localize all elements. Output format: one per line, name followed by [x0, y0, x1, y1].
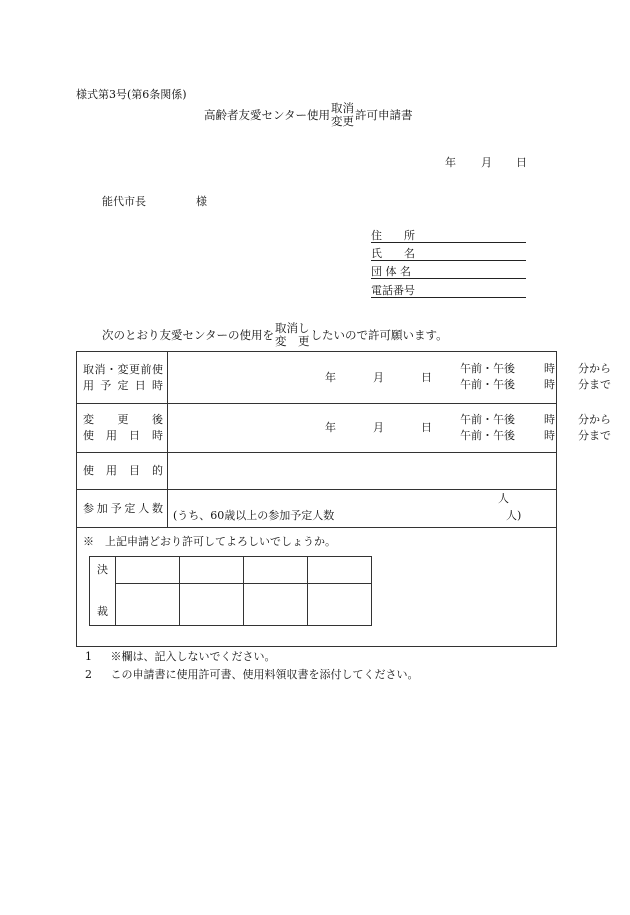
title-stack-top: 取消 — [331, 101, 355, 115]
row2-hour-start: 時 — [544, 413, 555, 426]
table-row — [77, 404, 557, 453]
row2-value-cell[interactable] — [168, 404, 611, 453]
attendees-sub-text: (うち、60歳以上の参加予定人数 — [173, 509, 335, 522]
note-item — [85, 666, 419, 682]
name-field[interactable] — [371, 245, 526, 261]
stamp-cell[interactable] — [180, 584, 244, 626]
row4-label-cell — [77, 490, 168, 528]
row1-year: 年 — [325, 371, 336, 384]
title-stack — [331, 102, 354, 128]
kessai-bottom: 裁 — [97, 605, 108, 618]
row2-ampm-start: 午前・午後 — [460, 413, 515, 426]
row1-ampm-start: 午前・午後 — [460, 362, 515, 375]
note-text: ※欄は、記入しないでください。 — [110, 650, 276, 663]
title-suffix: 許可申請書 — [355, 108, 413, 122]
stamp-cell[interactable] — [308, 584, 372, 626]
group-name-label: 団 体 名 — [371, 265, 411, 278]
date-day: 日 — [516, 156, 527, 169]
row1-hour-end: 時 — [544, 378, 555, 391]
note-item — [85, 648, 276, 664]
row2-label-line2: 使用日時 — [83, 429, 163, 442]
request-before: 次のとおり友愛センターの使用を — [102, 328, 275, 342]
row2-day: 日 — [421, 421, 432, 434]
row2-ampm-end: 午前・午後 — [460, 429, 515, 442]
stamp-cell[interactable] — [116, 584, 180, 626]
date-month: 月 — [481, 156, 492, 169]
row2-min-start: 分から — [578, 413, 611, 426]
addressee-mayor: 能代市長 — [102, 195, 146, 208]
form-number: 様式第3号(第6条関係) — [76, 88, 187, 101]
table-row — [77, 490, 557, 528]
attendees-value-cell[interactable] — [168, 490, 557, 528]
table-row — [77, 352, 557, 404]
row2-month: 月 — [373, 421, 384, 434]
stamp-header-cell[interactable] — [180, 557, 244, 584]
phone-label: 電話番号 — [371, 284, 415, 297]
row1-label-line2: 用予定日時 — [83, 378, 163, 392]
row1-min-end: 分まで — [578, 378, 611, 391]
request-stack-top: 取消し — [275, 321, 310, 335]
approval-text: ※ 上記申請どおり許可してよろしいでしょうか。 — [83, 535, 336, 548]
request-after: したいので許可願います。 — [310, 328, 448, 342]
phone-field[interactable] — [371, 282, 526, 298]
attendees-unit-top: 人 — [498, 492, 509, 505]
note-number: 2 — [85, 668, 92, 681]
note-text: この申請書に使用許可書、使用料領収書を添付してください。 — [110, 668, 419, 681]
purpose-value-cell[interactable] — [168, 453, 557, 490]
title-prefix: 高齢者友愛センター使用 — [204, 108, 331, 122]
kessai-top: 決 — [97, 563, 108, 576]
table-row — [77, 453, 557, 490]
row1-day: 日 — [421, 371, 432, 384]
stamp-header-cell[interactable] — [244, 557, 308, 584]
date-year: 年 — [445, 156, 456, 169]
stamp-header-cell[interactable] — [116, 557, 180, 584]
row4-label: 参加予定人数 — [83, 501, 163, 515]
row3-label-cell — [77, 453, 168, 490]
row1-hour-start: 時 — [544, 362, 555, 375]
attendees-unit-bottom: 人) — [506, 509, 522, 522]
row3-label: 使用目的 — [83, 464, 163, 477]
addressee-honorific: 様 — [196, 195, 207, 208]
approval-stamp-grid — [89, 556, 372, 626]
row1-value-cell[interactable] — [168, 352, 611, 404]
row1-label-line1: 取消・変更前使 — [83, 362, 163, 376]
address-field[interactable] — [371, 227, 526, 243]
row2-year: 年 — [325, 421, 336, 434]
row2-label-line1: 変更後 — [83, 413, 163, 426]
request-stack-bottom: 変 更 — [275, 334, 310, 348]
note-number: 1 — [85, 650, 92, 663]
group-name-field[interactable] — [371, 263, 526, 279]
title-stack-bottom: 変更 — [331, 114, 355, 128]
request-stack — [275, 322, 310, 348]
row2-hour-end: 時 — [544, 429, 555, 442]
address-label: 住 所 — [371, 229, 415, 242]
stamp-header-cell[interactable] — [308, 557, 372, 584]
document-title — [204, 102, 413, 128]
row1-ampm-end: 午前・午後 — [460, 378, 515, 391]
row1-label-cell — [77, 352, 168, 404]
row1-month: 月 — [373, 371, 384, 384]
row2-min-end: 分まで — [578, 429, 611, 442]
request-sentence — [102, 322, 448, 348]
name-label: 氏 名 — [371, 247, 415, 260]
row1-min-start: 分から — [578, 362, 611, 375]
row2-label-cell — [77, 404, 168, 453]
kessai-label-cell — [90, 557, 116, 626]
stamp-cell[interactable] — [244, 584, 308, 626]
